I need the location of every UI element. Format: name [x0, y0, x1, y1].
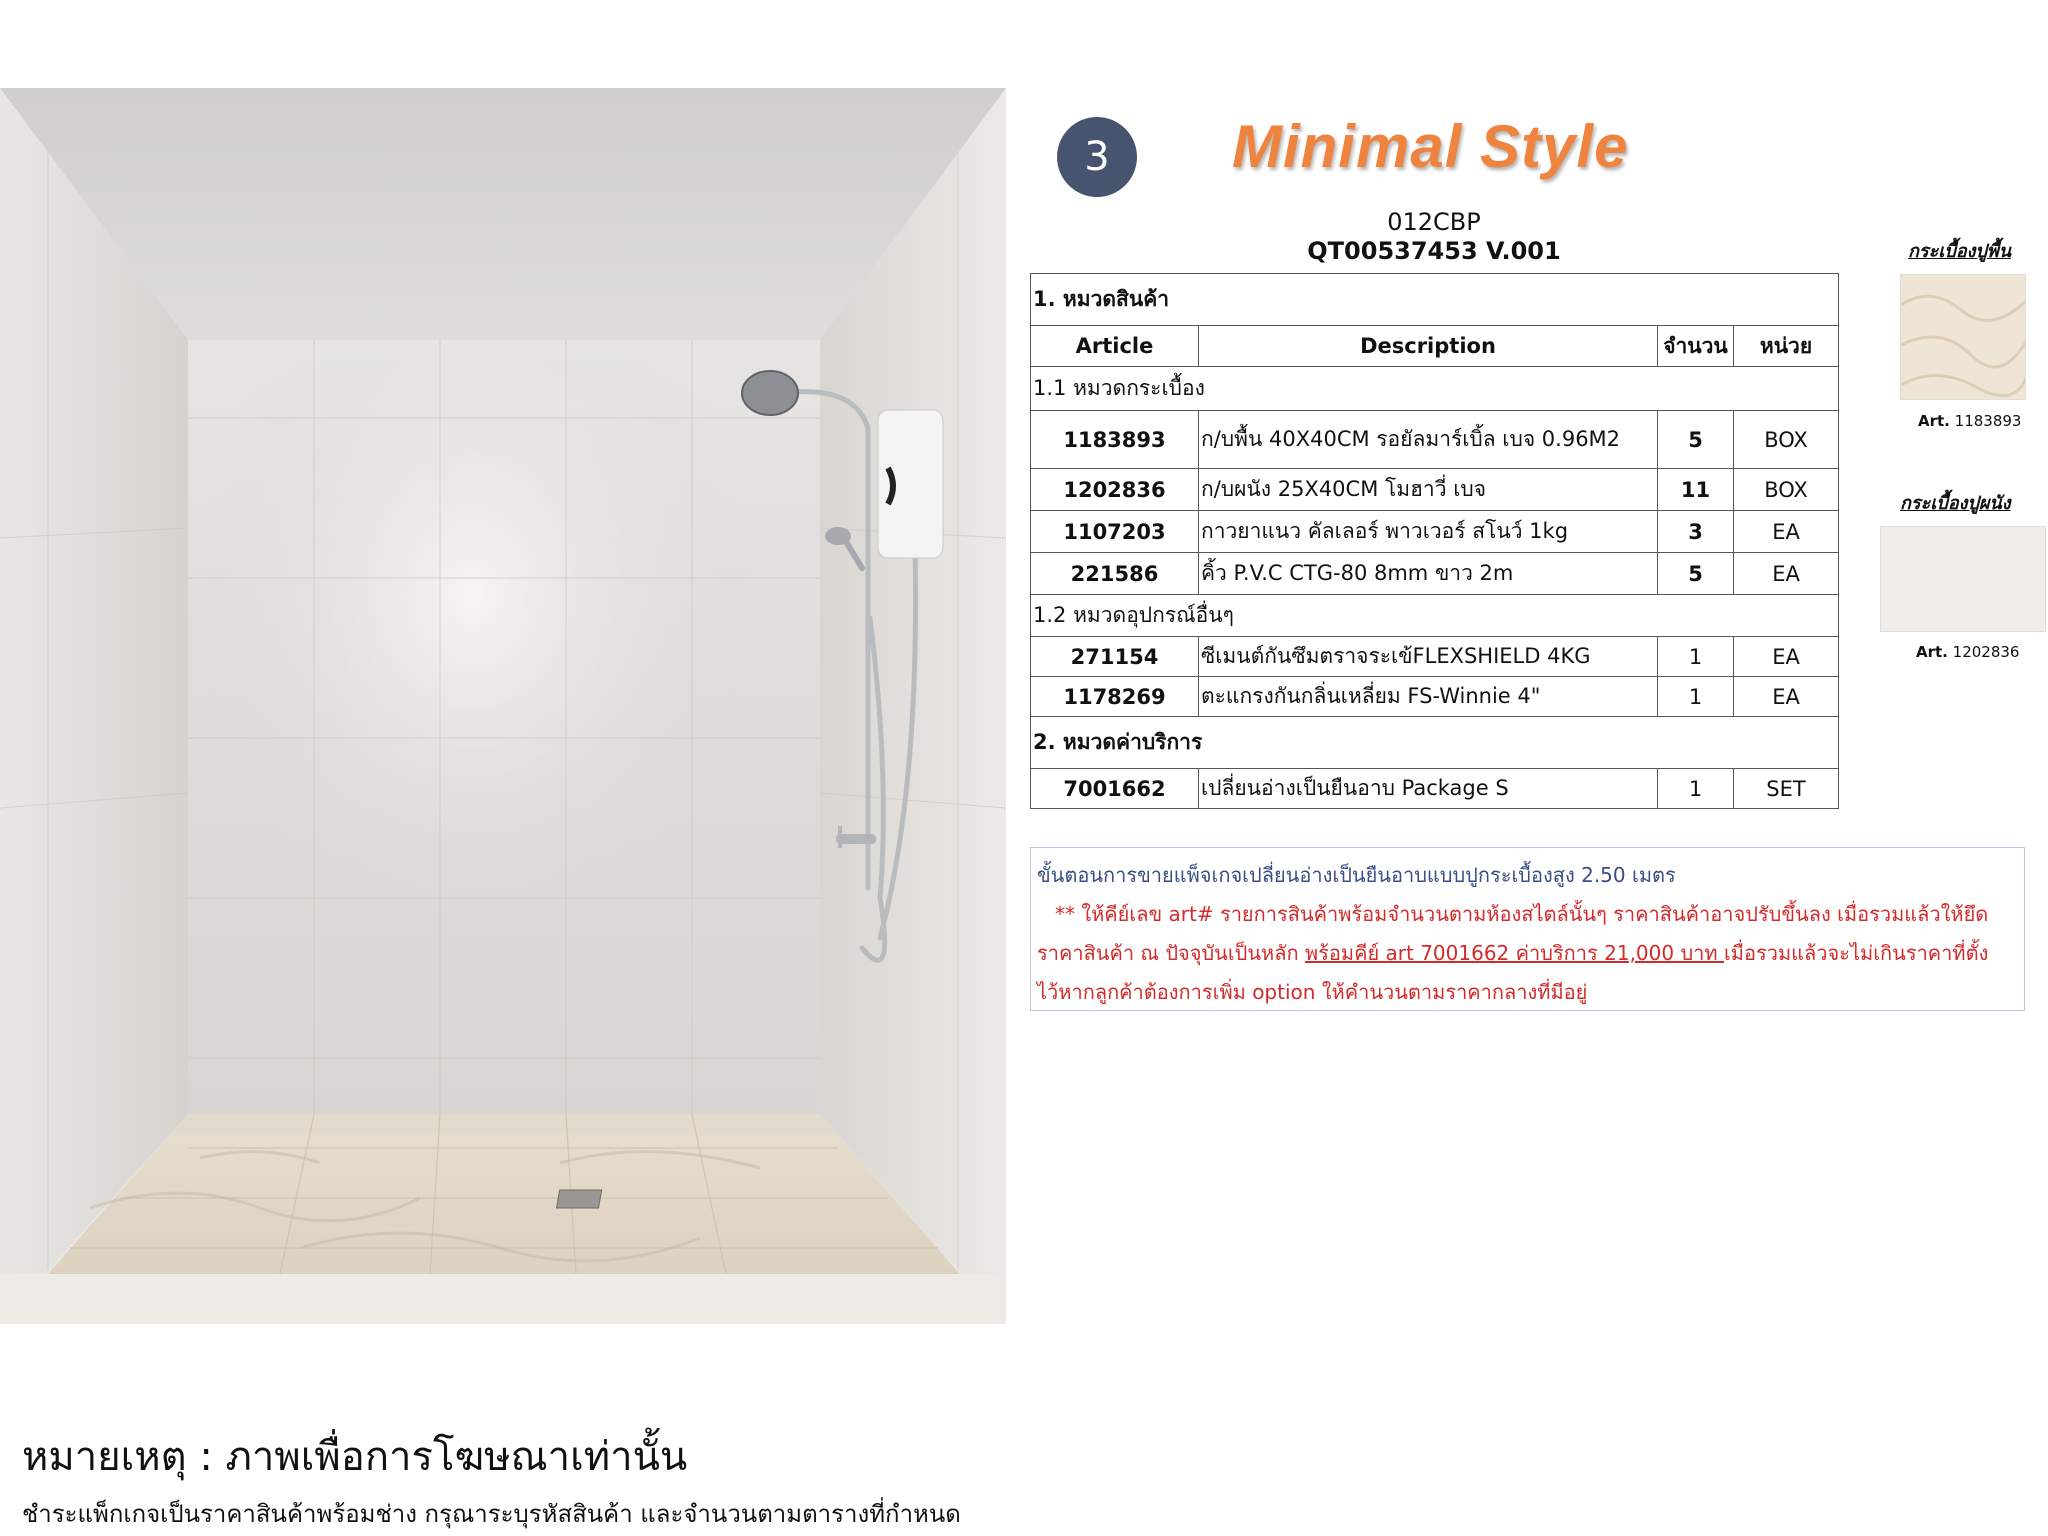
cell-article: 271154	[1031, 637, 1199, 677]
table-header-row	[1031, 326, 1839, 367]
section-title: 1. หมวดสินค้า	[1031, 274, 1839, 326]
instructions-highlight: พร้อมคีย์ art 7001662 ค่าบริการ 21,000 บาท	[1304, 941, 1724, 965]
cell-description: ซีเมนต์กันซึมตราจระเข้FLEXSHIELD 4KG	[1199, 637, 1658, 677]
table-row	[1031, 553, 1839, 595]
instructions-heading: ขั้นตอนการขายแพ็จเกจเปลี่ยนอ่างเป็นยืนอาบแบบปูกระเบื้องสูง 2.50 เมตร	[1037, 863, 1676, 887]
cell-description: ก/บผนัง 25X40CM โมฮาวี่ เบจ	[1199, 469, 1658, 511]
cell-article: 1183893	[1031, 411, 1199, 469]
cell-qty: 1	[1658, 769, 1734, 809]
cell-qty: 3	[1658, 511, 1734, 553]
cell-description: คิ้ว P.V.C CTG-80 8mm ขาว 2m	[1199, 553, 1658, 595]
cell-description: ก/บพื้น 40X40CM รอยัลมาร์เบิ้ล เบจ 0.96M2	[1199, 411, 1658, 469]
cell-unit: BOX	[1734, 411, 1839, 469]
column-header-qty: จำนวน	[1658, 326, 1734, 367]
table-row	[1031, 469, 1839, 511]
cell-article: 1178269	[1031, 677, 1199, 717]
cell-article: 1107203	[1031, 511, 1199, 553]
section-header-services	[1031, 717, 1839, 769]
sales-instructions-box	[1030, 847, 2025, 1011]
cell-description: ตะแกรงกันกลิ่นเหลี่ยม FS-Winnie 4"	[1199, 677, 1658, 717]
page-title: Minimal Style	[1232, 113, 1629, 180]
table-row	[1031, 637, 1839, 677]
cell-qty: 1	[1658, 677, 1734, 717]
table-row	[1031, 511, 1839, 553]
wall-tile-swatch	[1880, 526, 2046, 632]
instructions-text: ราคาสินค้า ณ ปัจจุบันเป็นหลัก	[1037, 941, 1305, 965]
instructions-line: ไว้หากลูกค้าต้องการเพิ่ม option ให้คำนวนตามราคากลางที่มีอยู่	[1037, 980, 1588, 1004]
floor-tile-swatch	[1900, 274, 2026, 400]
subsection-other-equipment	[1031, 595, 1839, 637]
instructions-line: ** ให้คีย์เลข art# รายการสินค้าพร้อมจำนวนตามห้องสไตล์นั้นๆ ราคาสินค้าอาจปรับขึ้นลง เมื่อรวมแล้วให้ยึด	[1055, 902, 1989, 926]
cell-description: เปลี่ยนอ่างเป็นยืนอาบ Package S	[1199, 769, 1658, 809]
cell-unit: BOX	[1734, 469, 1839, 511]
table-row	[1031, 677, 1839, 717]
subsection-title: 1.1 หมวดกระเบื้อง	[1031, 367, 1839, 411]
product-table	[1030, 273, 1839, 809]
cell-qty: 5	[1658, 411, 1734, 469]
quotation-number: QT00537453 V.001	[1307, 237, 1561, 265]
cell-article: 7001662	[1031, 769, 1199, 809]
cell-qty: 1	[1658, 637, 1734, 677]
bathroom-illustration	[0, 88, 1006, 1324]
wall-tile-art: Art. 1202836	[1916, 643, 2020, 661]
cell-qty: 11	[1658, 469, 1734, 511]
instructions-line	[1037, 934, 2018, 973]
table-row	[1031, 769, 1839, 809]
package-code: 012CBP	[1387, 208, 1481, 236]
column-header-unit: หน่วย	[1734, 326, 1839, 367]
column-header-article: Article	[1031, 326, 1199, 367]
cell-article: 221586	[1031, 553, 1199, 595]
section-title: 2. หมวดค่าบริการ	[1031, 717, 1839, 769]
cell-unit: EA	[1734, 511, 1839, 553]
footer-note: ชำระแพ็กเกจเป็นราคาสินค้าพร้อมช่าง กรุณาระบุรหัสสินค้า และจำนวนตามตารางที่กำหนด	[22, 1500, 961, 1528]
cell-description: กาวยาแนว คัลเลอร์ พาวเวอร์ สโนว์ 1kg	[1199, 511, 1658, 553]
table-row	[1031, 411, 1839, 469]
floor-tile-pattern	[1901, 275, 2026, 400]
floor-tile-label: กระเบื้องปูพื้น	[1908, 241, 2012, 262]
cell-unit: EA	[1734, 677, 1839, 717]
cell-qty: 5	[1658, 553, 1734, 595]
subsection-tiles	[1031, 367, 1839, 411]
wall-tile-label: กระเบื้องปูผนัง	[1900, 493, 2011, 514]
subsection-title: 1.2 หมวดอุปกรณ์อื่นๆ	[1031, 595, 1839, 637]
bathroom-render-image	[0, 88, 1006, 1324]
footer-disclaimer-title: หมายเหตุ : ภาพเพื่อการโฆษณาเท่านั้น	[22, 1434, 688, 1480]
style-number-badge: 3	[1057, 117, 1137, 197]
cell-unit: SET	[1734, 769, 1839, 809]
instructions-text: เมื่อรวมแล้วจะไม่เกินราคาที่ตั้ง	[1723, 941, 1989, 965]
section-header-products	[1031, 274, 1839, 326]
cell-article: 1202836	[1031, 469, 1199, 511]
column-header-description: Description	[1199, 326, 1658, 367]
floor-tile-art: Art. 1183893	[1918, 412, 2022, 430]
cell-unit: EA	[1734, 553, 1839, 595]
cell-unit: EA	[1734, 637, 1839, 677]
